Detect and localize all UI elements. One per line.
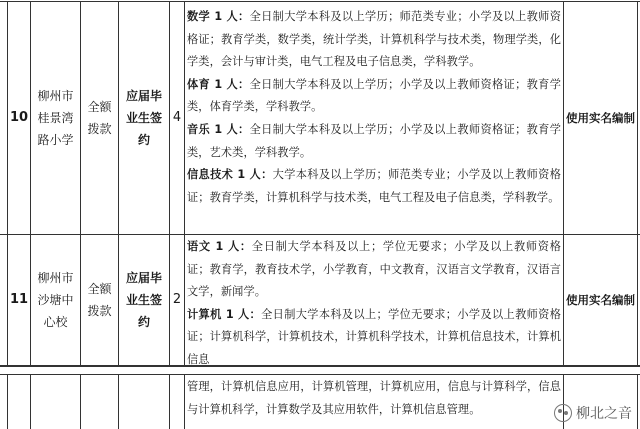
funding-type: 全额拨款: [87, 282, 112, 318]
col-line: [637, 374, 638, 429]
requirement-item: 语文 1 人：全日制大学本科及以上；学位无要求；小学及以上教师资格证；教育学，教育技术学，小学教育，中文教育，汉语言文学教育，汉语言文学，新闻学。: [187, 240, 561, 299]
requirement-item: 体育 1 人：全日制大学本科及以上学历；小学及以上教师资格证；教育学类，体育学类，学科教学。: [187, 77, 561, 114]
page2-border-top: [0, 374, 640, 375]
requirement-item: 计算机 1 人：全日制大学本科及以上；学位无要求；小学及以上教师资格证；计算机科学，计算机技术，计算机科学技术，计算机信息技术，计算机信息: [187, 307, 561, 366]
row-number: 10: [9, 110, 29, 125]
hiring-method: 应届毕业生签约: [125, 271, 162, 329]
requirements: [187, 236, 561, 372]
requirement-item: 信息技术 1 人：大学本科及以上学历；师范类专业；小学及以上教师资格证；教育学类，计算机科学与技术类，电气工程及电子信息类，学科教学。: [187, 168, 561, 204]
requirement-item: 音乐 1 人：全日制大学本科及以上学历；小学及以上教师资格证；教育学类，艺术类，学科教学。: [187, 122, 561, 159]
col-line: [637, 1, 638, 366]
col-line: [169, 374, 170, 429]
funding-type: 全额拨款: [87, 100, 112, 136]
staffing-note: 使用实名编制: [566, 293, 635, 307]
col-line: [184, 1, 185, 366]
requirements: [187, 6, 561, 209]
position-count: 2: [172, 292, 182, 307]
position-count: 4: [172, 110, 182, 125]
school-name: 柳州市桂景湾路小学: [37, 89, 74, 147]
col-line: [118, 374, 119, 429]
col-line: [80, 374, 81, 429]
col-line: [184, 374, 185, 429]
row-number: 11: [9, 292, 29, 307]
school-name: 柳州市沙塘中心校: [37, 271, 74, 329]
watermark: [554, 403, 632, 423]
staffing-note: 使用实名编制: [566, 111, 635, 125]
col-line: [30, 374, 31, 429]
hiring-method: 应届毕业生签约: [125, 89, 162, 147]
requirement-item: 数学 1 人：全日制大学本科及以上学历；师范类专业；小学及以上教师资格证；教育学类，数学类，统计学类，计算机科学与技术类，物理学类，化学类，会计与审计类，电气工程及电子信息类，学科教学。: [187, 10, 561, 69]
requirements-continuation: 管理，计算机信息应用，计算机管理，计算机应用，信息与计算科学，信息与计算机科学，计算数学及其应用软件，计算机信息管理。: [187, 380, 561, 416]
watermark-text: 柳北之音: [576, 406, 632, 422]
wechat-icon: [554, 404, 572, 422]
col-line: [7, 374, 8, 429]
